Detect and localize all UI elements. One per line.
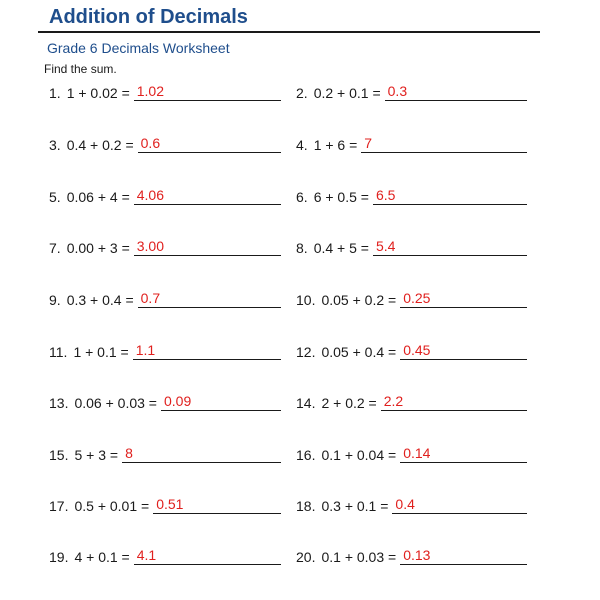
answer-blank[interactable]: [134, 237, 281, 256]
answer-blank[interactable]: [153, 495, 281, 514]
problem-number: 7.: [49, 240, 61, 256]
answer-value: 0.09: [164, 393, 192, 409]
answer-blank[interactable]: [400, 444, 527, 463]
answer-blank[interactable]: [134, 546, 281, 565]
problem-expression: 0.06 + 0.03 =: [74, 395, 157, 411]
problem-expression: 0.06 + 4 =: [66, 189, 130, 205]
answer-value: 1.1: [135, 342, 156, 358]
problem-15: [49, 443, 281, 463]
problem-expression: 2 + 0.2 =: [321, 395, 377, 411]
answer-blank[interactable]: [361, 134, 527, 153]
answer-blank[interactable]: [392, 495, 527, 514]
worksheet-title: Addition of Decimals: [49, 6, 248, 28]
problem-expression: 0.00 + 3 =: [66, 240, 130, 256]
problem-number: 19.: [49, 549, 69, 565]
answer-value: 0.6: [140, 135, 161, 151]
problem-6: [296, 185, 527, 205]
problem-number: 1.: [49, 85, 61, 101]
answer-value: 0.25: [403, 290, 431, 306]
problem-number: 3.: [49, 137, 61, 153]
problem-number: 16.: [296, 447, 316, 463]
problem-number: 6.: [296, 189, 308, 205]
title-divider: [38, 31, 540, 33]
answer-value: 4.1: [136, 547, 157, 563]
answer-blank[interactable]: [161, 392, 281, 411]
problem-number: 14.: [296, 395, 316, 411]
problem-expression: 0.05 + 0.4 =: [321, 344, 397, 360]
problem-expression: 1 + 0.1 =: [73, 344, 129, 360]
answer-value: 4.06: [136, 187, 164, 203]
problem-14: [296, 391, 527, 411]
answer-value: 0.3: [387, 83, 408, 99]
problem-number: 17.: [49, 498, 69, 514]
problem-expression: 0.3 + 0.1 =: [321, 498, 389, 514]
answer-blank[interactable]: [400, 289, 527, 308]
problem-expression: 0.3 + 0.4 =: [66, 292, 134, 308]
answer-value: 6.5: [375, 187, 396, 203]
problem-expression: 6 + 0.5 =: [313, 189, 369, 205]
problem-number: 10.: [296, 292, 316, 308]
problem-number: 15.: [49, 447, 69, 463]
problem-16: [296, 443, 527, 463]
problem-2: [296, 81, 527, 101]
answer-value: 0.7: [140, 290, 161, 306]
answer-value: 0.4: [395, 496, 415, 512]
problem-expression: 1 + 6 =: [313, 137, 358, 153]
problem-number: 12.: [296, 344, 316, 360]
answer-value: 0.51: [156, 496, 184, 512]
problem-18: [296, 494, 527, 514]
answer-blank[interactable]: [385, 82, 527, 101]
answer-blank[interactable]: [122, 444, 281, 463]
problem-number: 18.: [296, 498, 316, 514]
problem-7: [49, 236, 281, 256]
problem-expression: 0.4 + 0.2 =: [66, 137, 134, 153]
problem-expression: 5 + 3 =: [74, 447, 119, 463]
problem-expression: 0.4 + 5 =: [313, 240, 369, 256]
answer-value: 0.13: [403, 547, 431, 563]
problem-number: 4.: [296, 137, 308, 153]
answer-value: 1.02: [136, 83, 164, 99]
answer-blank[interactable]: [381, 392, 527, 411]
problem-17: [49, 494, 281, 514]
problem-20: [296, 545, 527, 565]
worksheet-subtitle: Grade 6 Decimals Worksheet: [47, 40, 230, 56]
answer-blank[interactable]: [133, 341, 281, 360]
problem-12: [296, 340, 527, 360]
problem-number: 5.: [49, 189, 61, 205]
problem-13: [49, 391, 281, 411]
problem-number: 9.: [49, 292, 61, 308]
answer-value: 7: [364, 135, 373, 151]
answer-value: 2.2: [383, 393, 404, 409]
problem-expression: 0.1 + 0.04 =: [321, 447, 397, 463]
problem-expression: 0.05 + 0.2 =: [321, 292, 397, 308]
problem-number: 20.: [296, 549, 316, 565]
answer-blank[interactable]: [138, 134, 281, 153]
problem-11: [49, 340, 281, 360]
answer-blank[interactable]: [373, 186, 527, 205]
answer-value: 5.4: [375, 238, 396, 254]
problem-19: [49, 545, 281, 565]
answer-value: 8: [125, 445, 133, 461]
problem-1: [49, 81, 281, 101]
answer-value: 0.45: [403, 342, 431, 358]
problem-8: [296, 236, 527, 256]
problem-expression: 0.1 + 0.03 =: [321, 549, 397, 565]
problem-number: 13.: [49, 395, 69, 411]
problem-expression: 0.2 + 0.1 =: [313, 85, 381, 101]
problem-number: 8.: [296, 240, 308, 256]
problem-5: [49, 185, 281, 205]
problem-number: 2.: [296, 85, 308, 101]
problem-9: [49, 288, 281, 308]
problem-number: 11.: [49, 344, 68, 360]
answer-blank[interactable]: [138, 289, 281, 308]
answer-blank[interactable]: [373, 237, 527, 256]
problem-expression: 0.5 + 0.01 =: [74, 498, 150, 514]
problem-expression: 1 + 0.02 =: [66, 85, 130, 101]
answer-value: 3.00: [136, 238, 164, 254]
answer-value: 0.14: [403, 445, 431, 461]
answer-blank[interactable]: [134, 186, 281, 205]
problem-expression: 4 + 0.1 =: [74, 549, 130, 565]
problem-10: [296, 288, 527, 308]
problem-4: [296, 133, 527, 153]
instructions: Find the sum.: [44, 62, 117, 76]
problem-3: [49, 133, 281, 153]
answer-blank[interactable]: [400, 546, 527, 565]
answer-blank[interactable]: [400, 341, 527, 360]
answer-blank[interactable]: [134, 82, 281, 101]
